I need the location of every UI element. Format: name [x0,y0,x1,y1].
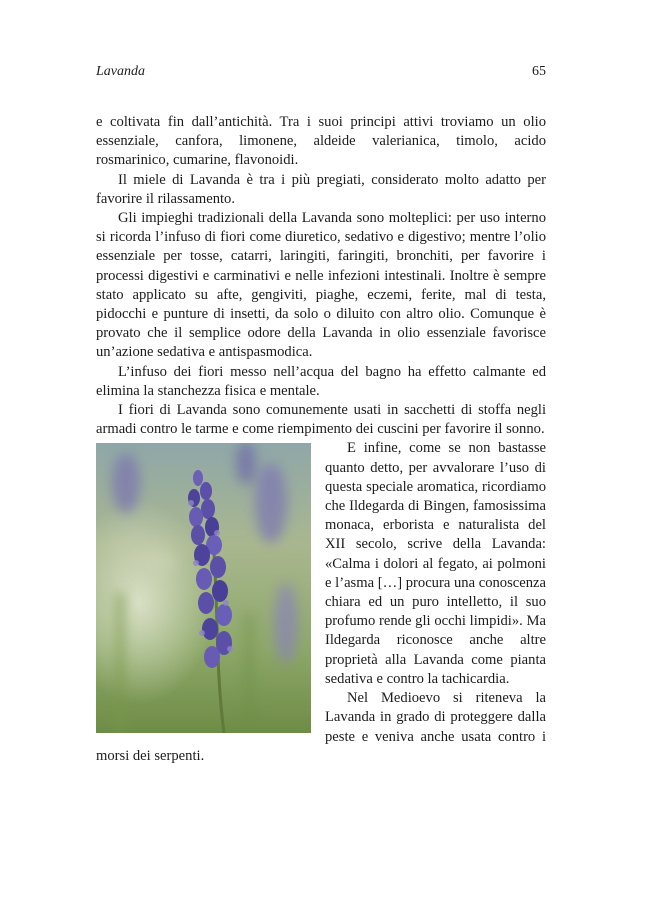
paragraph-3: Gli impieghi tradizionali della Lavanda sono molteplici: per uso interno si ricorda l’infuso di fiori come diuretico, sedativo e digestivo; mentre l’olio essenziale per tosse, catarri, laringiti, faringiti, bronchiti, per favorire i processi digestivi e carminativi e nelle infezioni intestinali. Inoltre è sempre stato applicato su afte, gengiviti, piaghe, eczemi, ferite, mal di testa, pidocchi e punture di insetti, da solo o diluito con altro olio. Comunque è provato che il semplice odore della Lavanda in olio essenziale favorisce un’azione sedativa e antispasmodica. [96,210,546,361]
page-number: 65 [532,64,546,79]
paragraph-6: E infine, come se non bastasse quanto detto, per avvalorare l’uso di questa speciale aromatica, ricordiamo che Ildegarda di Bingen, famosissima monaca, erborista e naturalista del XII secolo, scrive della Lavanda: «Calma i dolori al fegato, ai polmoni e l’asma […] procura una conoscenza chiara ed un puro intelletto, il suo profumo rende gli occhi limpidi». Ma Ildegarda riconosce anche altre proprietà alla Lavanda come pianta sedativa e contro la tachicardia. [325,440,546,687]
running-title: Lavanda [96,64,145,79]
paragraph-1: e coltivata fin dall’antichità. Tra i suoi principi attivi troviamo un olio essenziale, canfora, limonene, aldeide valerianica, timolo, acido rosmarinico, cumarine, flavonoidi. [96,114,546,169]
body-text [96,113,546,766]
paragraph-4: L’infuso dei fiori messo nell’acqua del bagno ha effetto calmante ed elimina la stanchezza fisica e mentale. [96,363,546,399]
lavender-photo [96,443,311,733]
paragraph-5: I fiori di Lavanda sono comunemente usati in sacchetti di stoffa negli armadi contro le tarme e come riempimento dei cuscini per favorire il sonno. [96,402,546,438]
lavender-photo-art [96,443,311,733]
paragraph-7: Nel Medioevo si riteneva la Lavanda in grado di proteggere dalla peste e veniva anche usata contro i morsi dei serpenti. [96,690,546,764]
running-head [96,64,546,80]
paragraph-2: Il miele di Lavanda è tra i più pregiati, considerato molto adatto per favorire il rilassamento. [96,171,546,207]
